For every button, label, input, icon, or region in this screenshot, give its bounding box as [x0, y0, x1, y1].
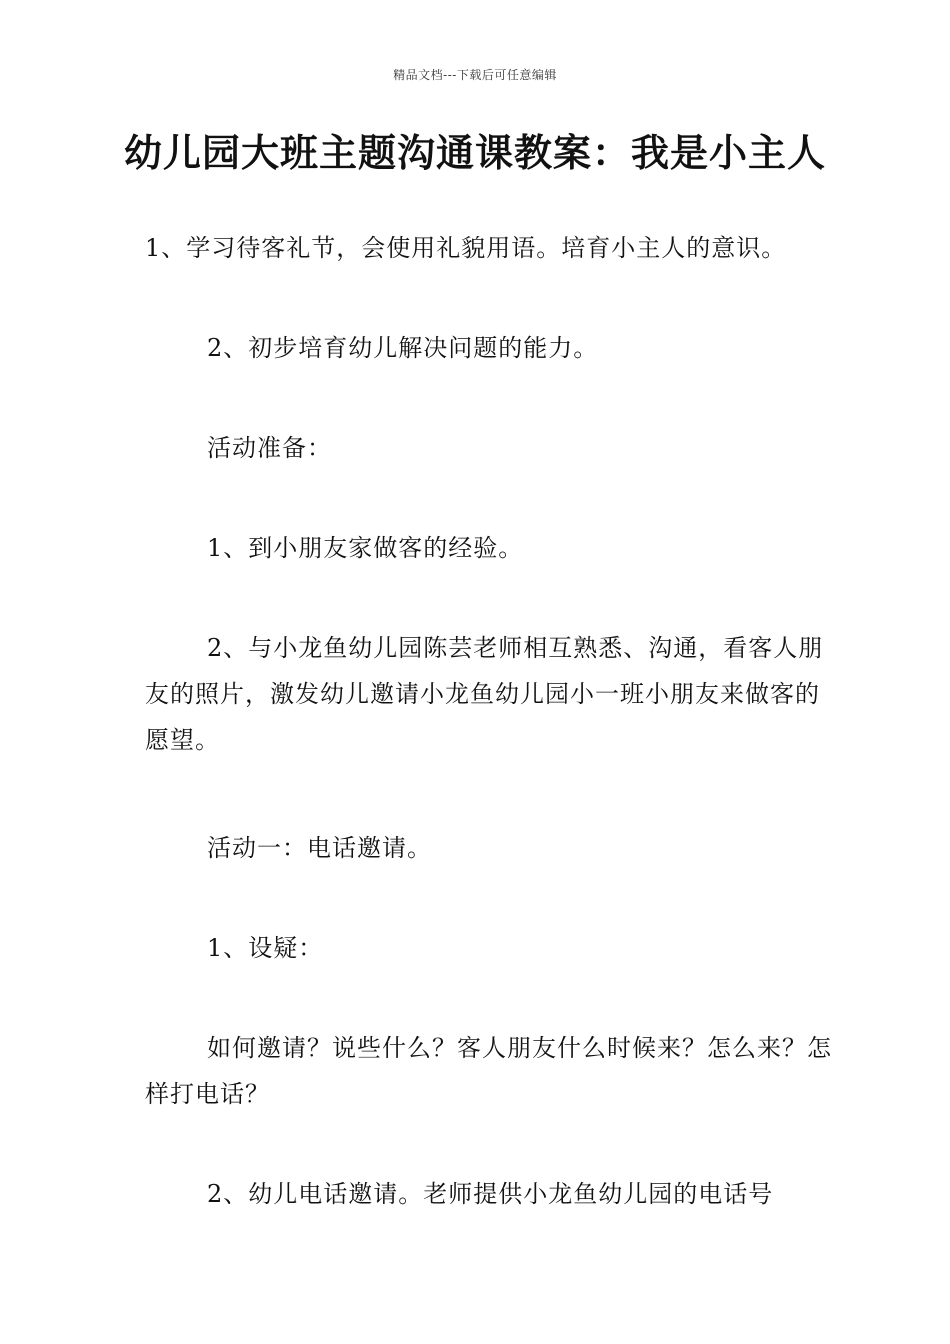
paragraph-objective-1: 1、学习待客礼节，会使用礼貌用语。培育小主人的意识。 [145, 234, 787, 262]
section-heading-preparation: 活动准备： [207, 434, 332, 462]
paragraph-preparation-1: 1、到小朋友家做客的经验。 [207, 534, 524, 562]
page-header: 精品文档---下载后可任意编辑 [393, 68, 557, 82]
paragraph-preparation-2: 2、与小龙鱼幼儿园陈芸老师相互熟悉、沟通，看客人朋友的照片，激发幼儿邀请小龙鱼幼儿园小一班小朋友来做客的愿望。 [145, 634, 824, 754]
paragraph-activity-step-1: 1、设疑： [207, 934, 324, 962]
paragraph-activity-step-2: 2、幼儿电话邀请。老师提供小龙鱼幼儿园的电话号 [207, 1180, 774, 1208]
section-heading-activity-1: 活动一：电话邀请。 [207, 834, 432, 862]
paragraph-objective-2: 2、初步培育幼儿解决问题的能力。 [207, 334, 599, 362]
document-title: 幼儿园大班主题沟通课教案：我是小主人 [123, 131, 826, 175]
paragraph-questions: 如何邀请？说些什么？客人朋友什么时候来？怎么来？怎样打电话？ [145, 1034, 832, 1108]
